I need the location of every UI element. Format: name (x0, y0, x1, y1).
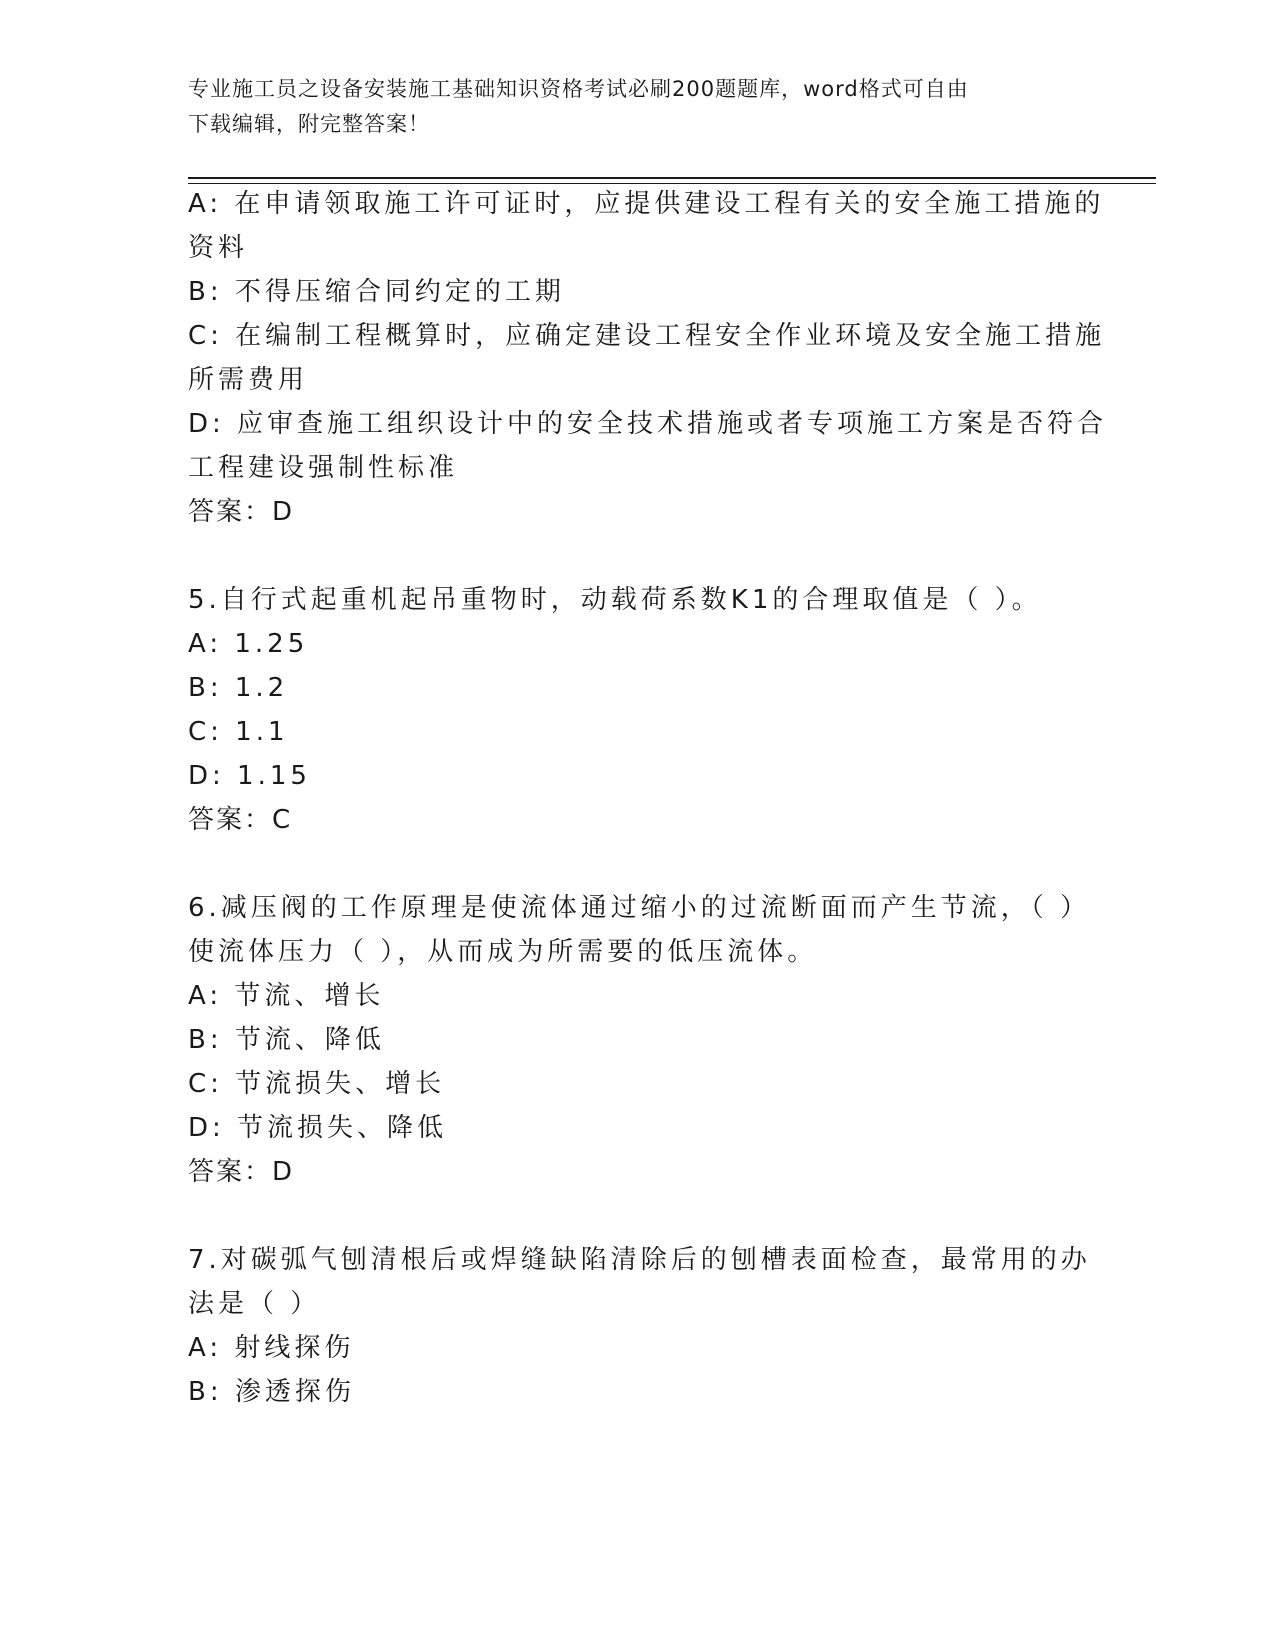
q4-answer: 答案：D (188, 497, 295, 527)
q5-option-d: D: 1.15 (188, 761, 311, 791)
q6-option-c: C: 节流损失、增长 (188, 1069, 446, 1099)
q4-option-d-line-1: D: 应审查施工组织设计中的安全技术措施或者专项施工方案是否符合 (188, 409, 1108, 439)
document-header (188, 72, 1068, 142)
q4-option-a-line-1: A: 在申请领取施工许可证时，应提供建设工程有关的安全施工措施的 (188, 189, 1105, 219)
q4-option-a-line-2: 资料 (188, 233, 249, 263)
q6-option-a: A: 节流、增长 (188, 981, 385, 1011)
q7-question-line-2: 法是（ ） (188, 1289, 321, 1319)
q6-answer: 答案：D (188, 1157, 295, 1187)
q4-option-c-line-1: C: 在编制工程概算时，应确定建设工程安全作业环境及安全施工措施 (188, 321, 1106, 351)
q4-option-b: B: 不得压缩合同约定的工期 (188, 277, 565, 307)
q6-question-line-2: 使流体压力（ ），从而成为所需要的低压流体。 (188, 937, 818, 967)
q7-question-line-1: 7.对碳弧气刨清根后或焊缝缺陷清除后的刨槽表面检查，最常用的办 (188, 1245, 1091, 1275)
q5-option-a: A: 1.25 (188, 629, 309, 659)
q7-option-b: B: 渗透探伤 (188, 1377, 355, 1407)
q5-answer: 答案：C (188, 805, 293, 835)
header-line-2: 下载编辑，附完整答案！ (188, 112, 430, 136)
q6-option-b: B: 节流、降低 (188, 1025, 385, 1055)
q4-option-d-line-2: 工程建设强制性标准 (188, 453, 459, 483)
q5-option-b: B: 1.2 (188, 673, 289, 703)
q6-question-line-1: 6.减压阀的工作原理是使流体通过缩小的过流断面而产生节流，（ ） (188, 893, 1091, 923)
q6-option-d: D: 节流损失、降低 (188, 1113, 448, 1143)
q5-option-c: C: 1.1 (188, 717, 289, 747)
q5-question: 5.自行式起重机起吊重物时，动载荷系数K1的合理取值是（ ）。 (188, 585, 1042, 615)
header-divider-thick (188, 177, 1156, 179)
q7-option-a: A: 射线探伤 (188, 1333, 355, 1363)
header-line-1: 专业施工员之设备安装施工基础知识资格考试必刷200题题库，word格式可自由 (188, 77, 969, 101)
q4-option-c-line-2: 所需费用 (188, 365, 309, 395)
